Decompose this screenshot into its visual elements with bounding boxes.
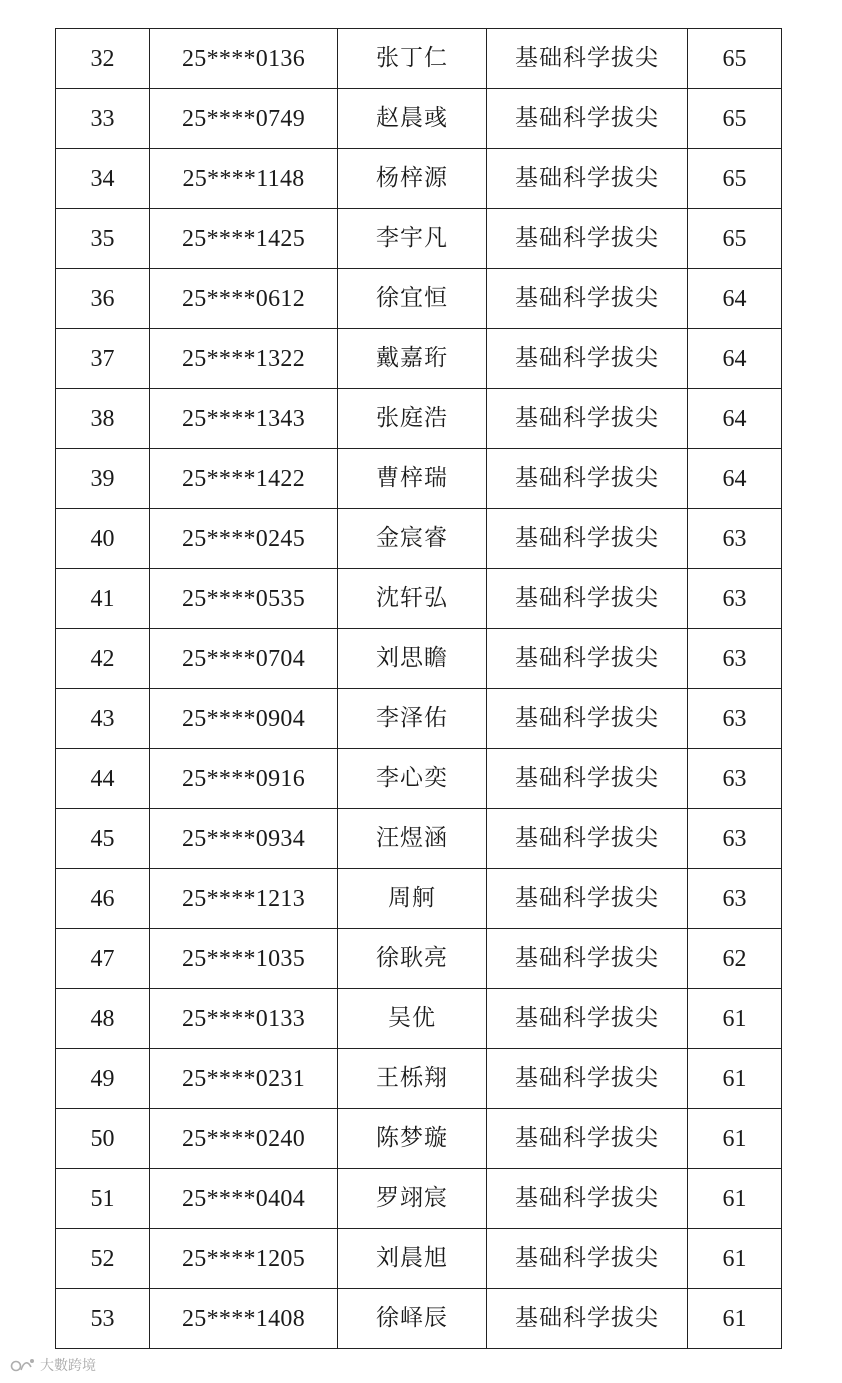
row-number-cell: 45: [56, 809, 150, 869]
row-number-cell: 42: [56, 629, 150, 689]
score-cell: 63: [688, 569, 782, 629]
row-number-cell: 47: [56, 929, 150, 989]
exam-id-cell: 25****0904: [150, 689, 338, 749]
row-number-cell: 38: [56, 389, 150, 449]
student-name-cell: 杨梓源: [338, 149, 487, 209]
score-cell: 63: [688, 509, 782, 569]
row-number-cell: 39: [56, 449, 150, 509]
row-number-cell: 36: [56, 269, 150, 329]
student-name-cell: 李宇凡: [338, 209, 487, 269]
exam-id-cell: 25****0240: [150, 1109, 338, 1169]
category-cell: 基础科学拔尖: [487, 569, 688, 629]
watermark-text: 大數跨境: [40, 1358, 96, 1374]
category-cell: 基础科学拔尖: [487, 629, 688, 689]
category-cell: 基础科学拔尖: [487, 1109, 688, 1169]
student-name-cell: 周舸: [338, 869, 487, 929]
table-row: [56, 1289, 782, 1349]
score-cell: 61: [688, 1109, 782, 1169]
category-cell: 基础科学拔尖: [487, 29, 688, 89]
category-cell: 基础科学拔尖: [487, 149, 688, 209]
category-cell: 基础科学拔尖: [487, 269, 688, 329]
watermark: [10, 1355, 96, 1375]
category-cell: 基础科学拔尖: [487, 809, 688, 869]
exam-id-cell: 25****0404: [150, 1169, 338, 1229]
table-row: [56, 989, 782, 1049]
category-cell: 基础科学拔尖: [487, 329, 688, 389]
table-body: [56, 29, 782, 1349]
exam-id-cell: 25****0749: [150, 89, 338, 149]
score-cell: 63: [688, 689, 782, 749]
student-name-cell: 徐耿亮: [338, 929, 487, 989]
student-name-cell: 戴嘉珩: [338, 329, 487, 389]
table-row: [56, 749, 782, 809]
exam-id-cell: 25****1205: [150, 1229, 338, 1289]
category-cell: 基础科学拔尖: [487, 689, 688, 749]
category-cell: 基础科学拔尖: [487, 1289, 688, 1349]
score-cell: 64: [688, 449, 782, 509]
row-number-cell: 35: [56, 209, 150, 269]
row-number-cell: 34: [56, 149, 150, 209]
score-cell: 64: [688, 329, 782, 389]
student-name-cell: 汪煜涵: [338, 809, 487, 869]
row-number-cell: 44: [56, 749, 150, 809]
row-number-cell: 53: [56, 1289, 150, 1349]
exam-id-cell: 25****1148: [150, 149, 338, 209]
category-cell: 基础科学拔尖: [487, 449, 688, 509]
exam-id-cell: 25****1408: [150, 1289, 338, 1349]
student-name-cell: 刘晨旭: [338, 1229, 487, 1289]
score-cell: 65: [688, 149, 782, 209]
student-name-cell: 王栎翔: [338, 1049, 487, 1109]
brand-logo-icon: [10, 1357, 36, 1373]
row-number-cell: 43: [56, 689, 150, 749]
exam-id-cell: 25****1422: [150, 449, 338, 509]
student-name-cell: 李泽佑: [338, 689, 487, 749]
table-row: [56, 629, 782, 689]
exam-id-cell: 25****0535: [150, 569, 338, 629]
table-row: [56, 149, 782, 209]
student-name-cell: 徐峄辰: [338, 1289, 487, 1349]
student-name-cell: 张庭浩: [338, 389, 487, 449]
score-cell: 61: [688, 989, 782, 1049]
student-name-cell: 吴优: [338, 989, 487, 1049]
category-cell: 基础科学拔尖: [487, 1229, 688, 1289]
category-cell: 基础科学拔尖: [487, 929, 688, 989]
row-number-cell: 49: [56, 1049, 150, 1109]
category-cell: 基础科学拔尖: [487, 749, 688, 809]
score-cell: 63: [688, 749, 782, 809]
score-cell: 65: [688, 89, 782, 149]
exam-id-cell: 25****1425: [150, 209, 338, 269]
score-cell: 63: [688, 809, 782, 869]
row-number-cell: 46: [56, 869, 150, 929]
category-cell: 基础科学拔尖: [487, 209, 688, 269]
exam-id-cell: 25****1343: [150, 389, 338, 449]
score-cell: 64: [688, 269, 782, 329]
row-number-cell: 37: [56, 329, 150, 389]
table-row: [56, 89, 782, 149]
score-cell: 65: [688, 29, 782, 89]
student-name-cell: 刘思瞻: [338, 629, 487, 689]
table-row: [56, 869, 782, 929]
exam-id-cell: 25****1035: [150, 929, 338, 989]
exam-id-cell: 25****1213: [150, 869, 338, 929]
table-row: [56, 1109, 782, 1169]
category-cell: 基础科学拔尖: [487, 869, 688, 929]
score-cell: 63: [688, 869, 782, 929]
exam-id-cell: 25****0245: [150, 509, 338, 569]
table-row: [56, 1229, 782, 1289]
student-name-cell: 陈梦璇: [338, 1109, 487, 1169]
exam-id-cell: 25****0916: [150, 749, 338, 809]
category-cell: 基础科学拔尖: [487, 989, 688, 1049]
score-cell: 62: [688, 929, 782, 989]
table-row: [56, 389, 782, 449]
student-name-cell: 张丁仁: [338, 29, 487, 89]
category-cell: 基础科学拔尖: [487, 1169, 688, 1229]
category-cell: 基础科学拔尖: [487, 1049, 688, 1109]
row-number-cell: 50: [56, 1109, 150, 1169]
table-row: [56, 809, 782, 869]
table-row: [56, 569, 782, 629]
student-name-cell: 金宸睿: [338, 509, 487, 569]
table-row: [56, 209, 782, 269]
category-cell: 基础科学拔尖: [487, 389, 688, 449]
table-row: [56, 1169, 782, 1229]
row-number-cell: 52: [56, 1229, 150, 1289]
score-cell: 65: [688, 209, 782, 269]
score-cell: 63: [688, 629, 782, 689]
score-cell: 61: [688, 1049, 782, 1109]
exam-id-cell: 25****0231: [150, 1049, 338, 1109]
table-row: [56, 269, 782, 329]
exam-id-cell: 25****0612: [150, 269, 338, 329]
row-number-cell: 41: [56, 569, 150, 629]
table-row: [56, 509, 782, 569]
category-cell: 基础科学拔尖: [487, 89, 688, 149]
row-number-cell: 40: [56, 509, 150, 569]
student-name-cell: 赵晨彧: [338, 89, 487, 149]
table-row: [56, 929, 782, 989]
exam-id-cell: 25****0704: [150, 629, 338, 689]
ranking-table: [55, 28, 782, 1349]
row-number-cell: 32: [56, 29, 150, 89]
exam-id-cell: 25****1322: [150, 329, 338, 389]
score-cell: 61: [688, 1229, 782, 1289]
table-row: [56, 689, 782, 749]
exam-id-cell: 25****0133: [150, 989, 338, 1049]
student-name-cell: 沈轩弘: [338, 569, 487, 629]
student-name-cell: 徐宜恒: [338, 269, 487, 329]
table-row: [56, 329, 782, 389]
score-cell: 61: [688, 1289, 782, 1349]
row-number-cell: 33: [56, 89, 150, 149]
score-cell: 64: [688, 389, 782, 449]
table-row: [56, 449, 782, 509]
table-row: [56, 1049, 782, 1109]
row-number-cell: 51: [56, 1169, 150, 1229]
exam-id-cell: 25****0934: [150, 809, 338, 869]
ranking-table-container: [55, 28, 781, 1349]
student-name-cell: 李心奕: [338, 749, 487, 809]
row-number-cell: 48: [56, 989, 150, 1049]
exam-id-cell: 25****0136: [150, 29, 338, 89]
score-cell: 61: [688, 1169, 782, 1229]
category-cell: 基础科学拔尖: [487, 509, 688, 569]
student-name-cell: 罗翊宸: [338, 1169, 487, 1229]
table-row: [56, 29, 782, 89]
student-name-cell: 曹梓瑞: [338, 449, 487, 509]
